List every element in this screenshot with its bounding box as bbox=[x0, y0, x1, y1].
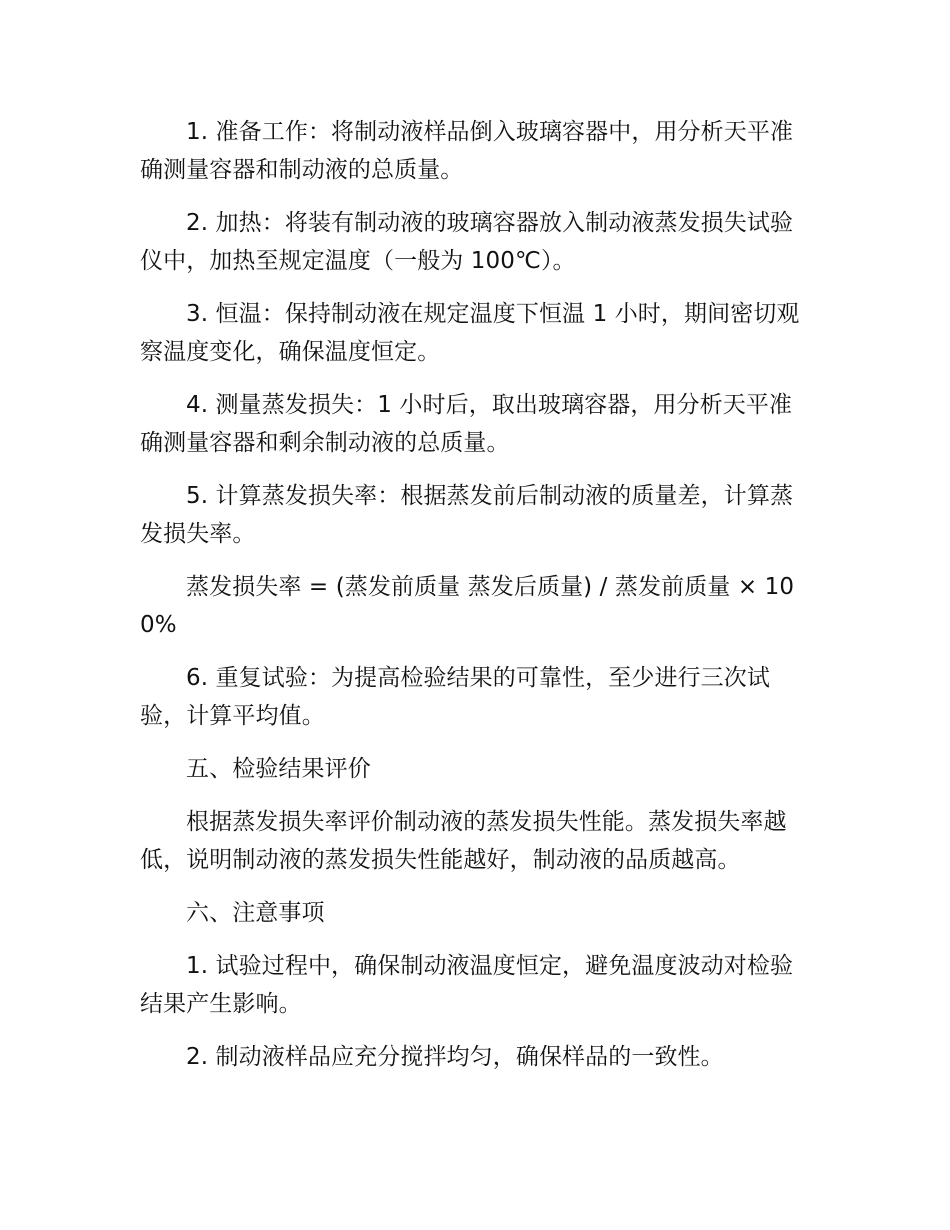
section-heading-precautions: 六、注意事项 bbox=[186, 900, 325, 926]
step-5-calculate-rate: 5. 计算蒸发损失率：根据蒸发前后制动液的质量差，计算蒸发损失率。 bbox=[140, 483, 794, 547]
step-1-preparation: 1. 准备工作：将制动液样品倒入玻璃容器中，用分析天平准确测量容器和制动液的总质量。 bbox=[140, 119, 794, 183]
section-heading-result-evaluation: 五、检验结果评价 bbox=[186, 756, 371, 782]
step-4-measure-loss: 4. 测量蒸发损失：1 小时后，取出玻璃容器，用分析天平准确测量容器和剩余制动液的总质量。 bbox=[140, 392, 793, 456]
step-6-repeat-test: 6. 重复试验：为提高检验结果的可靠性，至少进行三次试验，计算平均值。 bbox=[140, 665, 770, 729]
step-2-heating: 2. 加热：将装有制动液的玻璃容器放入制动液蒸发损失试验仪中，加热至规定温度（一般为 100℃）。 bbox=[140, 210, 794, 274]
result-evaluation-text: 根据蒸发损失率评价制动液的蒸发损失性能。蒸发损失率越低，说明制动液的蒸发损失性能越好，制动液的品质越高。 bbox=[140, 809, 787, 873]
precaution-1: 1. 试验过程中，确保制动液温度恒定，避免温度波动对检验结果产生影响。 bbox=[140, 953, 794, 1017]
step-3-constant-temperature: 3. 恒温：保持制动液在规定温度下恒温 1 小时，期间密切观察温度变化，确保温度恒定。 bbox=[140, 301, 800, 365]
precaution-2: 2. 制动液样品应充分搅拌均匀，确保样品的一致性。 bbox=[186, 1044, 724, 1070]
formula-evaporation-loss-rate: 蒸发损失率 = (蒸发前质量 蒸发后质量) / 蒸发前质量 × 100% bbox=[140, 574, 795, 638]
document-page bbox=[140, 113, 812, 1091]
